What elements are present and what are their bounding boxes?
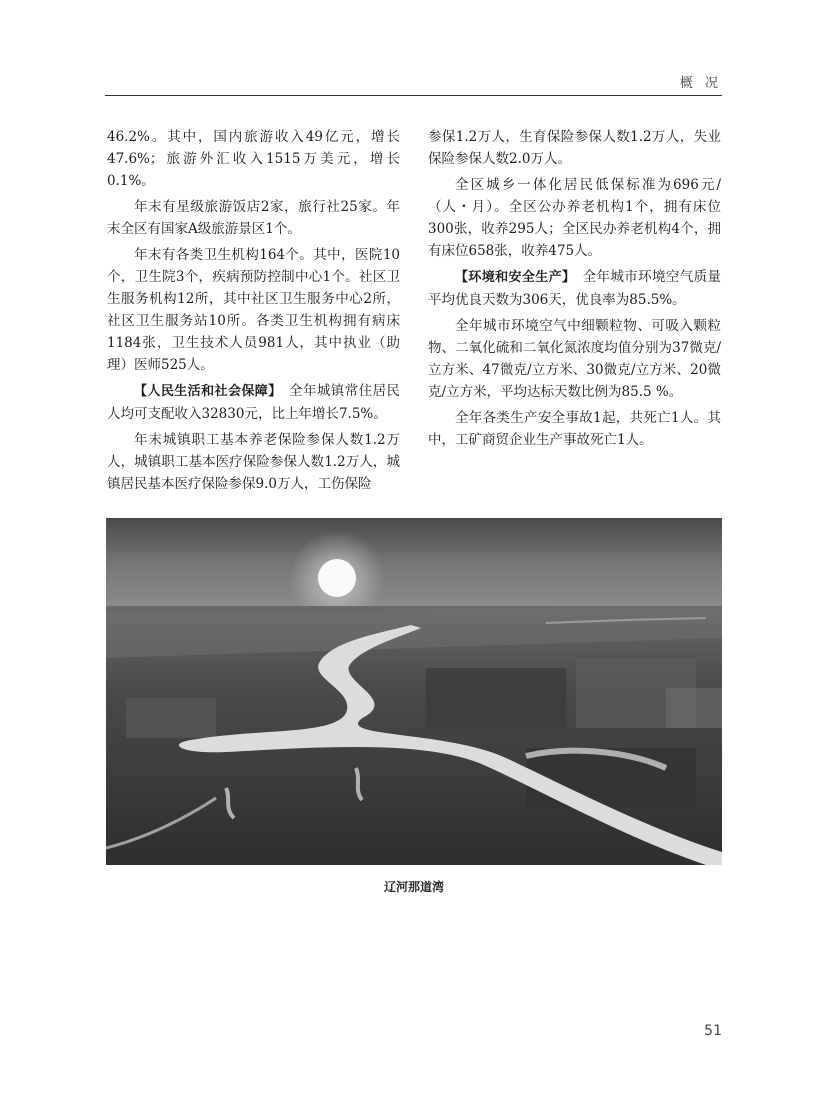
river-aerial-illustration <box>106 518 722 865</box>
photo-caption: 辽河那道湾 <box>383 880 444 894</box>
paragraph-health-institutions: 年末有各类卫生机构164个。其中，医院10个，卫生院3个，疾病预防控制中心1个。社区卫生服务机构12所，其中社区卫生服务中心2所，社区卫生服务站10所。各类卫生机构拥有病床1184张，卫生技术人员981人，其中执业（助理）医师525人。 <box>107 247 400 373</box>
paragraph-social-insurance: 年末城镇职工基本养老保险参保人数1.2万人，城镇职工基本医疗保险参保人数1.2万人，城镇居民基本医疗保险参保9.0万人，工伤保险 <box>107 432 400 492</box>
paragraph-tourism-income: 46.2%。其中，国内旅游收入49亿元，增长47.6%；旅游外汇收入1515万美元，增长0.1%。 <box>107 129 400 189</box>
section-heading-environment-safety: 【环境和安全生产】 <box>455 270 569 285</box>
left-column <box>107 126 400 499</box>
paragraph-air-pollutants: 全年城市环境空气中细颗粒物、可吸入颗粒物、二氧化硫和二氧化氮浓度均值分别为37微克/立方米、47微克/立方米、30微克/立方米、20微克/立方米，平均达标天数比例为85.5 %。 <box>428 318 721 400</box>
sun <box>318 559 356 597</box>
river-aerial-photo <box>106 518 722 865</box>
paragraph-tourism-facilities: 年末有星级旅游饭店2家，旅行社25家。年末全区有国家A级旅游景区1个。 <box>107 199 400 237</box>
section-heading-living-security: 【人民生活和社会保障】 <box>134 384 276 399</box>
paragraph-environment <box>428 266 721 311</box>
paragraph-production-safety: 全年各类生产安全事故1起，共死亡1人。其中，工矿商贸企业生产事故死亡1人。 <box>428 410 721 448</box>
paragraph-insurance-continued: 参保1.2万人，生育保险参保人数1.2万人，失业保险参保人数2.0万人。 <box>428 129 721 167</box>
running-header-title: 概 况 <box>679 76 722 91</box>
paragraph-minimum-living-elderly-care: 全区城乡一体化居民低保标准为696元/（人・月）。全区公办养老机构1个，拥有床位300张，收养295人；全区民办养老机构4个，拥有床位658张，收养475人。 <box>428 177 721 259</box>
paragraph-living-standards <box>107 380 400 425</box>
paragraph-living-text: 全年城镇常住居民人均可支配收入32830元，比上年增长7.5%。 <box>107 383 400 422</box>
header-rule <box>105 95 722 96</box>
page-number: 51 <box>704 1023 722 1039</box>
right-column <box>428 126 721 455</box>
paragraph-environment-text: 全年城市环境空气质量平均优良天数为306天，优良率为85.5%。 <box>428 269 721 308</box>
